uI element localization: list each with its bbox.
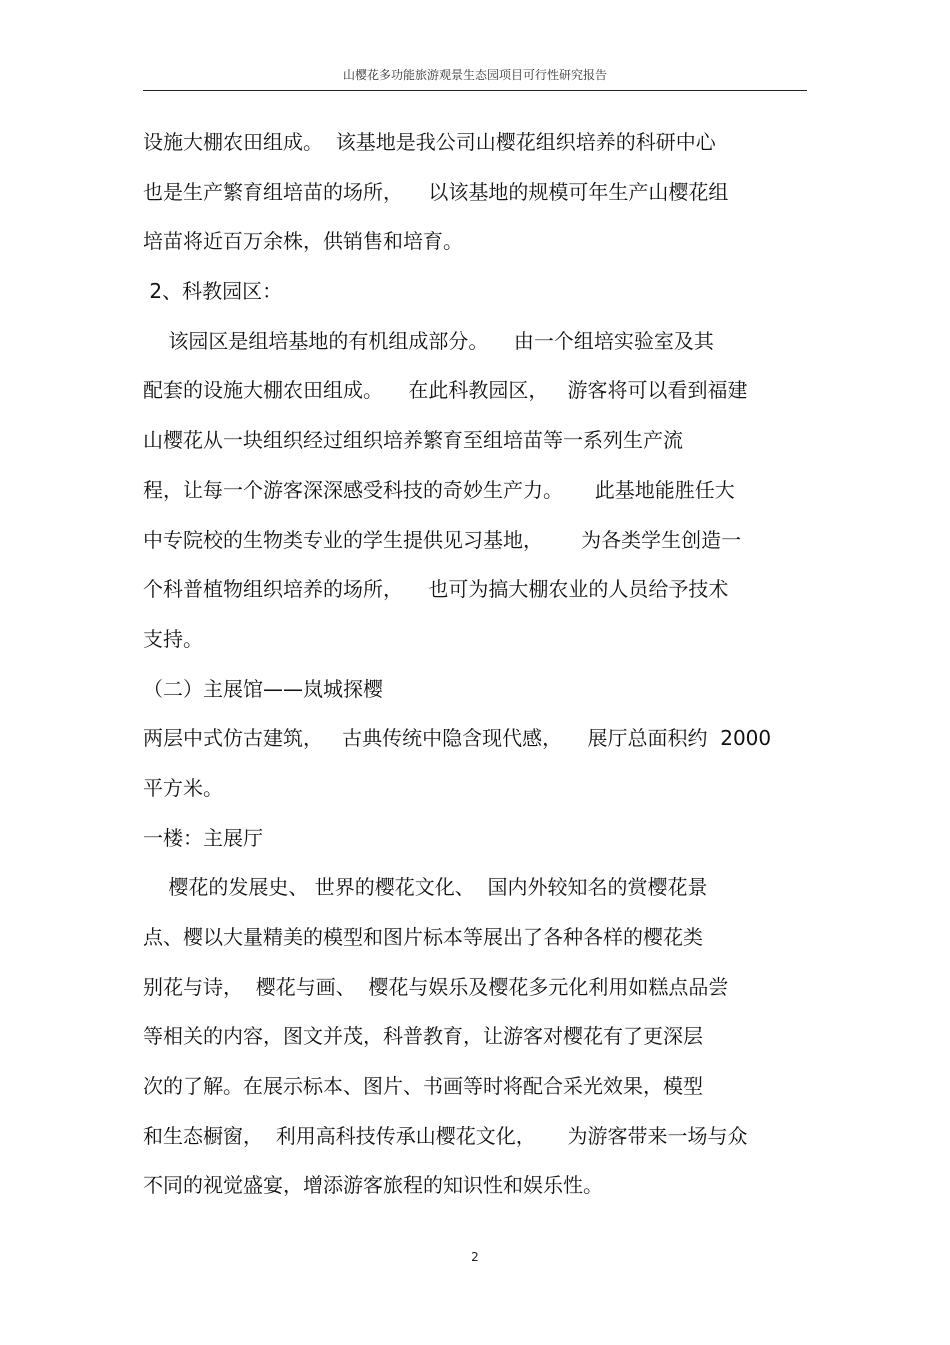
text-line: 培苗将近百万余株，供销售和培育。 — [143, 229, 463, 254]
subsection-heading: 一楼：主展厅 — [143, 825, 263, 850]
text-line: 中专院校的生物类专业的学生提供见习基地， 为各类学生创造一 — [143, 527, 742, 552]
text-line: 别花与诗， 樱花与画、 樱花与娱乐及樱花多元化利用如糕点品尝 — [143, 974, 729, 999]
text-line: 山樱花从一块组织经过组织培养繁育至组培苗等一系列生产流 — [143, 428, 683, 453]
text-line: 该园区是组培基地的有机组成部分。 由一个组培实验室及其 — [143, 328, 714, 353]
text-line: 次的了解。在展示标本、图片、书画等时将配合采光效果，模型 — [143, 1074, 703, 1099]
page-number: 2 — [471, 1250, 479, 1264]
header-divider — [143, 90, 807, 91]
text-line: 两层中式仿古建筑， 古典传统中隐含现代感， 展厅总面积约 2000 — [143, 726, 772, 751]
text-line: 等相关的内容，图文并茂，科普教育，让游客对樱花有了更深层 — [143, 1024, 703, 1049]
text-line: 程，让每一个游客深深感受科技的奇妙生产力。 此基地能胜任大 — [143, 477, 735, 502]
body-text — [143, 124, 823, 1217]
text-line: 设施大棚农田组成。 该基地是我公司山樱花组织培养的科研中心 — [143, 130, 716, 154]
section-heading: 2、科教园区： — [143, 279, 283, 304]
text-line: 不同的视觉盛宴，增添游客旅程的知识性和娱乐性。 — [143, 1173, 603, 1198]
text-line: 支持。 — [143, 626, 203, 651]
text-line: 点、樱以大量精美的模型和图片标本等展出了各种各样的樱花类 — [143, 925, 703, 949]
text-line: 个科普植物组织培养的场所， 也可为搞大棚农业的人员给予技术 — [143, 577, 729, 602]
text-line: 配套的设施大棚农田组成。 在此科教园区， 游客将可以看到福建 — [143, 378, 748, 403]
section-heading: （二）主展馆——岚城探樱 — [143, 676, 383, 701]
text-line: 平方米。 — [143, 775, 223, 800]
text-line: 和生态橱窗， 利用高科技传承山樱花文化， 为游客带来一场与众 — [143, 1123, 748, 1148]
running-header: 山樱花多功能旅游观景生态园项目可行性研究报告 — [342, 68, 607, 82]
text-line: 也是生产繁育组培苗的场所， 以该基地的规模可年生产山樱花组 — [143, 179, 729, 204]
text-line: 樱花的发展史、 世界的樱花文化、 国内外较知名的赏樱花景 — [143, 875, 708, 900]
